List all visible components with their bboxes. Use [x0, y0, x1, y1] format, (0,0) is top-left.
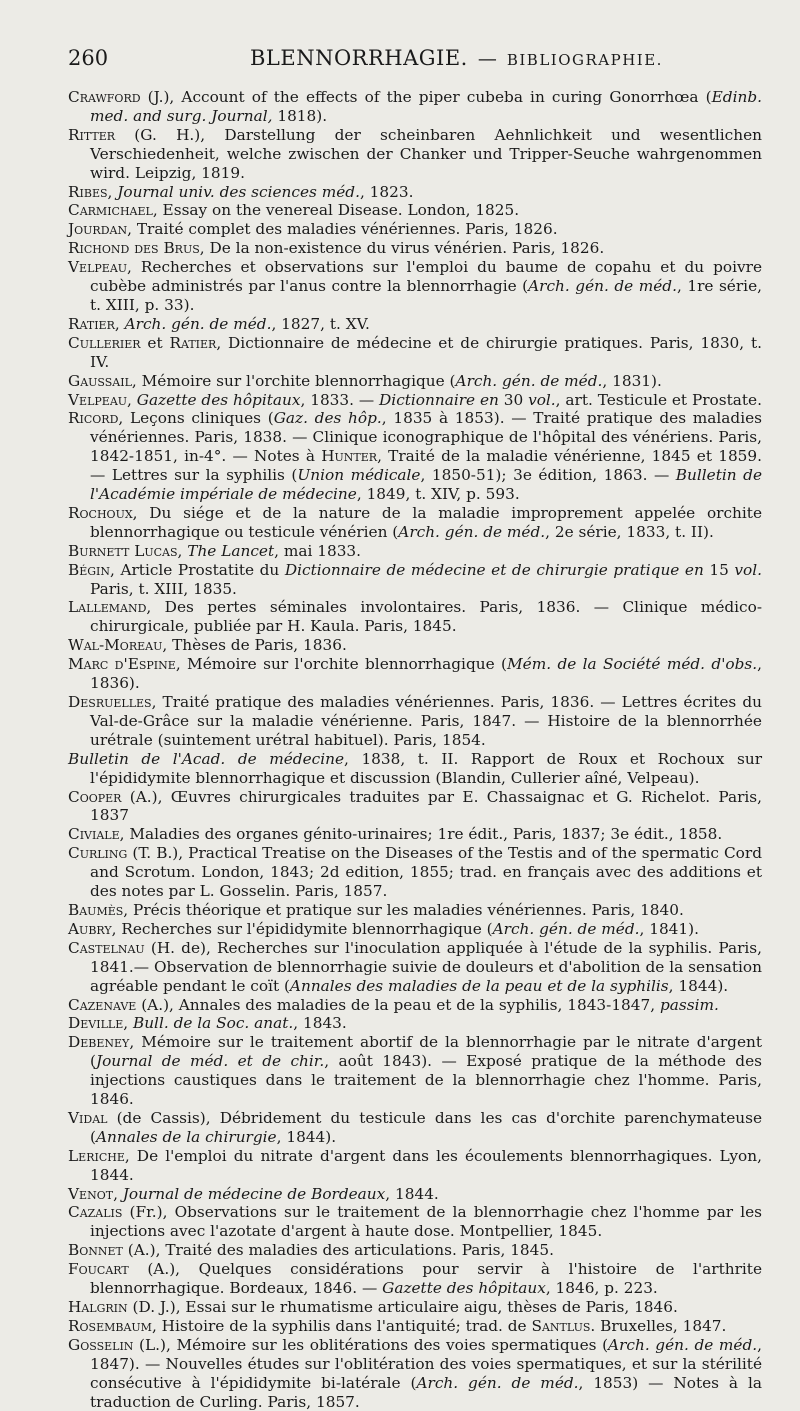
bibliography-entry — [68, 220, 762, 239]
entry-italic-text: Arch. gén. de méd. — [528, 277, 677, 296]
bibliography-entry — [68, 201, 762, 220]
entry-text: (J.), Account of the effects of the piper cubeba in curing Gonorrhœa ( — [140, 88, 712, 106]
entry-author: Gaussail — [68, 371, 132, 390]
bibliography-entry — [68, 598, 762, 636]
entry-text: (G. H.), Darstellung der scheinbaren Aehnlichkeit und wesentlichen Verschiedenheit, welche zwischen der Chanker und Tripper-Seuche wahrgenommen wird. Leipzig, 1819. — [90, 125, 762, 182]
bibliography-entry — [68, 750, 762, 788]
entry-author: Vidal — [68, 1108, 108, 1127]
bibliography-entry — [68, 504, 762, 542]
entry-italic-text: Gazette des hôpitaux — [136, 390, 301, 409]
bibliography-entry — [68, 939, 762, 996]
entry-text: , 1831). — [602, 371, 662, 390]
entry-text: , art. Testicule et Prostate. — [555, 390, 762, 409]
entry-italic-text: Arch. gén. de méd. — [492, 919, 640, 938]
entry-text: (T. B.), Practical Treatise on the Diseases of the Testis and of the spermatic Cord and Scrotum. London, 1843; 2d edition, 1855; trad. en français avec des additions et des notes par L. Gosselin. Paris, 1857. — [90, 844, 762, 901]
entry-text: , Leçons cliniques ( — [118, 409, 274, 428]
entry-text: , 1849, t. XIV, p. 593. — [356, 485, 520, 504]
entry-text: , 1835 à 1853). — Traité pratique des maladies vénériennes. Paris, 1838. — Clinique iconographique de l'hôpital des vénériens. Paris, 1842-1851, in-4°. — Notes à — [90, 409, 762, 466]
entry-author: Desruelles — [68, 693, 152, 711]
entry-author: Cullerier — [68, 333, 141, 352]
bibliography-entry — [68, 693, 762, 750]
entry-italic-text: Mém. de la Société méd. d'obs. — [506, 655, 758, 674]
entry-text: , — [107, 182, 118, 201]
bibliography-entry — [68, 1241, 762, 1260]
bibliography-entry — [68, 636, 762, 655]
bibliography-entry — [68, 88, 762, 126]
entry-text: , mai 1833. — [274, 541, 362, 560]
entry-italic-text: Annales de la chirurgie — [95, 1127, 277, 1146]
entry-text: (A.), Quelques considérations pour servir à l'histoire de l'arthrite blennorrhagique. Bordeaux, 1846. — — [90, 1260, 762, 1298]
entry-text: , Du siége et de la nature de la maladie improprement appelée orchite blennorrhagique ou testicule vénérien ( — [90, 503, 762, 541]
entry-author: Castelnau — [68, 938, 145, 957]
entry-author: Velpeau — [68, 390, 128, 409]
entry-author: Lallemand — [68, 598, 147, 617]
entry-text: (L.), Mémoire sur les oblitérations des voies spermatiques ( — [133, 1335, 609, 1354]
entry-author: Hunter — [321, 447, 378, 466]
entry-italic-text: Journal univ. des sciences méd. — [117, 182, 360, 201]
entry-italic-text: Arch. gén. de méd. — [455, 371, 603, 390]
entry-text: , De la non-existence du virus vénérien. Paris, 1826. — [199, 239, 605, 258]
entry-author: Carmichael — [68, 201, 153, 220]
entry-text: , Traité complet des maladies vénériennes. Paris, 1826. — [127, 220, 558, 239]
entry-author: Venot — [68, 1184, 114, 1203]
bibliography-entry — [68, 788, 762, 826]
entry-italic-text: Bulletin de l'Acad. de médecine — [68, 749, 345, 768]
entry-text: , De l'emploi du nitrate d'argent dans les écoulements blennorrhagiques. Lyon, 1844. — [90, 1146, 762, 1184]
entry-text: , — [127, 390, 137, 409]
entry-italic-text: Arch. gén. de méd. — [416, 1373, 579, 1392]
entry-italic-text: Arch. gén. de méd. — [608, 1335, 758, 1354]
entry-text: , 1833. — — [300, 390, 380, 409]
bibliography-entry — [68, 391, 762, 410]
entry-text: , Précis théorique et pratique sur les maladies vénériennes. Paris, 1840. — [123, 900, 684, 919]
entry-italic-text: Journal de méd. et de chir. — [95, 1052, 325, 1071]
bibliography-entry — [68, 183, 762, 202]
entry-text: (Fr.), Observations sur le traitement de la blennorrhagie chez l'homme par les injections avec l'azotate d'argent à haute dose. Montpellier, 1845. — [90, 1203, 762, 1241]
entry-italic-text: vol. — [528, 390, 556, 409]
entry-text: , 1843. — [293, 1014, 347, 1033]
entry-text: (H. de), Recherches sur l'inoculation appliquée à l'étude de la syphilis. Paris, 1841.— Observation de blennorrhagie suivie de douleurs et d'abolition de la sensation agréable pendant le coït ( — [90, 938, 762, 995]
entry-italic-text: Bull. de la Soc. anat. — [132, 1014, 294, 1033]
bibliography-list — [68, 88, 762, 1411]
entry-author: Cazalis — [68, 1203, 123, 1222]
entry-text: 30 — [498, 390, 529, 409]
entry-author: Richond des Brus — [68, 239, 200, 258]
entry-author: Ratier — [68, 314, 115, 333]
entry-author: Gosselin — [68, 1335, 134, 1354]
bibliography-entry — [68, 126, 762, 183]
bibliography-entry — [68, 655, 762, 693]
bibliography-entry — [68, 1298, 762, 1317]
bibliography-entry — [68, 239, 762, 258]
entry-italic-text: Arch. gén. de méd. — [124, 314, 272, 333]
entry-italic-text: Union médicale — [297, 466, 421, 485]
entry-text: , 1850-51); 3e édition, 1863. — — [420, 466, 676, 485]
entry-text: , 1823. — [359, 182, 414, 201]
entry-italic-text: The Lancet — [187, 541, 275, 560]
entry-text: , 1846, p. 223. — [545, 1279, 658, 1298]
entry-text: , Des pertes séminales involontaires. Paris, 1836. — Clinique médico-chirurgicale, publiée par H. Kaula. Paris, 1845. — [90, 598, 762, 636]
running-subtitle: BIBLIOGRAPHIE. — [506, 51, 663, 69]
entry-author: Bégin — [68, 560, 111, 579]
bibliography-entry — [68, 1014, 762, 1033]
entry-text: , 1re série, t. XIII, p. 33). — [90, 277, 762, 314]
entry-italic-text: Annales des maladies de la peau et de la syphilis — [289, 976, 669, 995]
entry-author: Baumès — [68, 900, 124, 919]
entry-italic-text: Dictionnaire de médecine et de chirurgie pratique en — [284, 560, 704, 579]
entry-text: , Maladies des organes génito-urinaires; 1re édit., Paris, 1837; 3e édit., 1858. — [119, 825, 723, 844]
entry-italic-text: Dictionnaire en — [379, 390, 499, 409]
entry-text: , Dictionnaire de médecine et de chirurgie pratiques. Paris, 1830, t. IV. — [90, 333, 762, 371]
entry-text: , — [177, 541, 188, 560]
entry-text: , Mémoire sur le traitement abortif de la blennorrhagie par le nitrate d'argent ( — [90, 1033, 762, 1071]
bibliography-entry — [68, 1317, 762, 1336]
entry-text: , 1827, t. XV. — [271, 314, 370, 333]
entry-author: Ribes — [68, 182, 108, 201]
bibliography-entry — [68, 996, 762, 1015]
entry-text: , 1844). — [668, 976, 729, 995]
entry-author: Cooper — [68, 787, 122, 806]
entry-author: Rosembaum — [68, 1316, 152, 1335]
entry-italic-text: Edinb. med. and surg. Journal, — [90, 88, 762, 125]
entry-text: 15 — [703, 560, 735, 579]
entry-text: , Traité pratique des maladies vénériennes. Paris, 1836. — Lettres écrites du Val-de-Grâce sur la maladie vénérienne. Paris, 1847. — Histoire de la blennorrhée urétrale (suintement urétral habituel). Paris, 1854. — [90, 693, 762, 749]
entry-text: 1818). — [272, 106, 328, 125]
entry-author: Debeney — [68, 1033, 130, 1052]
entry-text: (A.), Œuvres chirurgicales traduites par E. Chassaignac et G. Richelot. Paris, 1837 — [90, 787, 762, 825]
entry-italic-text: Bulletin de l'Académie impériale de médecine — [90, 466, 762, 504]
entry-text: (de Cassis), Débridement du testicule dans les cas d'orchite parenchymateuse ( — [90, 1108, 762, 1146]
entry-text: , 1844). — [276, 1127, 337, 1146]
bibliography-entry — [68, 561, 762, 599]
entry-text: (D. J.), Essai sur le rhumatisme articulaire aigu, thèses de Paris, 1846. — [127, 1298, 678, 1316]
entry-text: , Histoire de la syphilis dans l'antiquité; trad. de — [151, 1316, 532, 1335]
entry-text: , août 1843). — Exposé pratique de la méthode des injections caustiques dans le traitement de la blennorrhagie chez l'homme. Paris, 1846. — [90, 1052, 762, 1109]
entry-text: , 1853) — Notes à la traduction de Curling. Paris, 1857. — [90, 1373, 762, 1411]
bibliography-entry — [68, 901, 762, 920]
entry-italic-text: passim. — [659, 995, 719, 1014]
entry-author: Marc d'Espine — [68, 655, 176, 674]
bibliography-entry — [68, 542, 762, 561]
bibliography-entry — [68, 334, 762, 372]
bibliography-entry — [68, 1185, 762, 1204]
entry-text: , 1844. — [385, 1184, 439, 1203]
entry-text: , 2e série, 1833, t. II). — [545, 522, 714, 541]
bibliography-entry — [68, 825, 762, 844]
entry-author: Wal-Moreau — [68, 636, 163, 655]
entry-author: Civiale — [68, 825, 120, 844]
entry-italic-text: Gazette des hôpitaux — [382, 1279, 546, 1298]
entry-text: , Mémoire sur l'orchite blennorrhagique ( — [175, 655, 507, 674]
entry-author: Ritter — [68, 125, 116, 144]
entry-text: (A.), Traité des maladies des articulations. Paris, 1845. — [122, 1241, 554, 1260]
bibliography-entry — [68, 409, 762, 504]
entry-text: , — [113, 1184, 123, 1203]
running-title: BLENNORRHAGIE. — [250, 46, 468, 70]
entry-text: , 1841). — [639, 919, 699, 938]
bibliography-entry — [68, 1203, 762, 1241]
entry-text: , Recherches sur l'épididymite blennorrhagique ( — [111, 919, 493, 938]
entry-author: Leriche — [68, 1146, 125, 1165]
entry-italic-text: Journal de médecine de Bordeaux — [122, 1184, 386, 1203]
entry-author: Deville — [68, 1014, 124, 1033]
page-number: 260 — [68, 46, 109, 70]
entry-text: , Recherches et observations sur l'emploi du baume de copahu et du poivre cubèbe administrés par l'anus contre la blennorrhagie ( — [90, 258, 762, 296]
entry-author: Foucart — [68, 1260, 129, 1279]
entry-italic-text: vol. — [734, 560, 762, 579]
bibliography-entry — [68, 1147, 762, 1185]
entry-author: Burnett Lucas — [68, 541, 178, 560]
bibliography-entry — [68, 372, 762, 391]
entry-text: (A.), Annales des maladies de la peau et de la syphilis, 1843-1847, — [136, 995, 660, 1014]
page-header — [68, 46, 762, 80]
entry-text: , — [114, 314, 125, 333]
entry-text: , 1838, t. II. Rapport de Roux et Rochoux sur l'épididymite blennorrhagique et discussion (Blandin, Cullerier aîné, Velpeau). — [90, 749, 763, 787]
bibliography-entry — [68, 1260, 762, 1298]
entry-author: Bonnet — [68, 1241, 123, 1260]
entry-text: , Article Prostatite du — [110, 560, 285, 579]
entry-text: , 1847). — Nouvelles études sur l'oblitération des voies spermatiques, et sur la stérilité consécutive à l'épididymite bi-latérale ( — [90, 1335, 762, 1392]
entry-author: Ratier — [169, 333, 217, 352]
bibliography-entry — [68, 920, 762, 939]
entry-author: Aubry — [68, 919, 112, 938]
entry-text: , Traité de la maladie vénérienne, 1845 et 1859. — Lettres sur la syphilis ( — [90, 447, 763, 485]
bibliography-entry — [68, 1336, 762, 1411]
entry-author: Cazenave — [68, 995, 137, 1014]
bibliography-entry — [68, 1109, 762, 1147]
entry-author: Crawford — [68, 88, 141, 106]
entry-author: Velpeau — [68, 258, 128, 277]
entry-text: et — [140, 333, 170, 352]
entry-text: , Thèses de Paris, 1836. — [162, 636, 347, 655]
entry-text: , Essay on the venereal Disease. London, 1825. — [152, 201, 520, 220]
entry-text: , — [123, 1014, 133, 1033]
entry-author: Jourdan — [68, 220, 128, 239]
bibliography-entry — [68, 844, 762, 901]
entry-italic-text: Arch. gén. de méd. — [398, 522, 546, 541]
bibliography-entry — [68, 1033, 762, 1109]
running-title-separator: — — [477, 48, 497, 70]
entry-text: . Bruxelles, 1847. — [590, 1316, 727, 1335]
entry-italic-text: Gaz. des hôp. — [273, 409, 382, 428]
entry-text: , Mémoire sur l'orchite blennorrhagique ( — [131, 371, 456, 390]
entry-author: Rochoux — [68, 503, 133, 522]
entry-author: Curling — [68, 844, 128, 863]
entry-author: Ricord — [68, 409, 119, 428]
bibliography-entry — [68, 315, 762, 334]
entry-text: Paris, t. XIII, 1835. — [90, 579, 237, 598]
entry-author: Halgrin — [68, 1298, 128, 1316]
bibliography-entry — [68, 258, 762, 315]
entry-text: , 1836). — [90, 655, 763, 693]
entry-author: Santlus — [531, 1316, 591, 1335]
